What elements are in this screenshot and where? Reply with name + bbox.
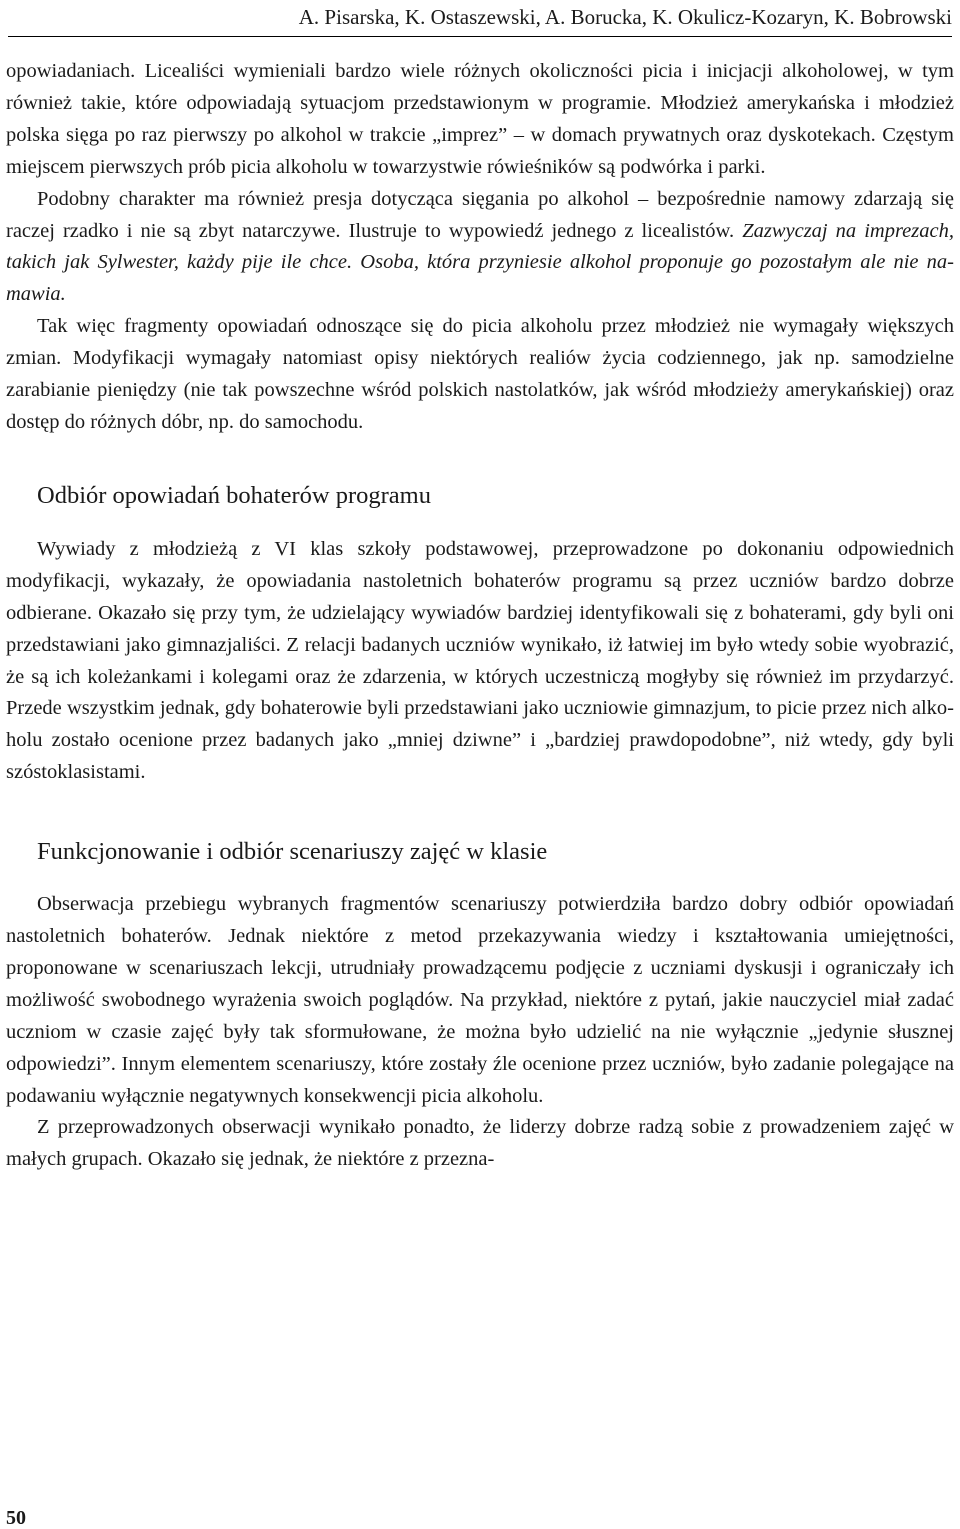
section-heading-scenarios: Funkcjonowanie i odbiór scenariuszy zajęć w klasie bbox=[37, 838, 548, 866]
paragraph-continued: opowiadaniach. Licealiści wymieniali bardzo wiele różnych okoliczności picia i inicjacji alkoholowej, w tym również takie, które odpowiadają sytuacjom przedstawionym w programie. Młodzież amerykańska i młodzież polska sięga po raz pierwszy po alkohol w trakcie „imprez” – w domach prywatnych oraz dyskotekach. Częstym miejscem pierwszych prób picia alkoholu w towarzystwie rówieśników są podwórka i parki. bbox=[6, 60, 954, 178]
paragraph-pressure bbox=[6, 184, 954, 312]
running-header bbox=[8, 4, 952, 37]
paragraph-modifications: Tak więc fragmenty opowiadań odnoszące się do picia alkoholu przez młodzież nie wymagały większych zmian. Modyfikacji wymagały natomiast opisy niektórych realiów życia codziennego, jak np. samodzielne zarabianie pieniędzy (nie tak powszechne wśród polskich nastolatków, jak wśród młodzieży amerykańskiej) oraz dostęp do różnych dóbr, np. do samochodu. bbox=[6, 315, 954, 433]
article-body bbox=[6, 56, 954, 1176]
student-quote: Zazwyczaj na imprezach, takich jak Sylwester, każdy pije ile chce. Osoba, która przyniesie alkohol proponuje go pozostałym ale nie namawia. bbox=[6, 219, 954, 306]
paragraph-interviews: Wywiady z młodzieżą z VI klas szkoły podstawowej, przeprowadzone po dokonaniu odpowiednich modyfikacji, wykazały, że opowiadania nastoletnich bohaterów programu są przez uczniów bardzo dobrze odbierane. Okazało się przy tym, że udzielający wywiadów bardziej identyfikowali się z bohaterami, gdy byli oni przedstawiani jako gimnazjaliści. Z relacji badanych uczniów wynikało, iż łatwiej im było wtedy sobie wyobrazić, że są ich koleżankami i kolegami oraz że zdarzenia, w których uczestniczą mogłyby się również im przydarzyć. Przede wszystkim jednak, gdy bohaterowie byli przedstawiani jako uczniowie gimnazjum, to picie przez nich alkoholu zostało ocenione przez badanych jako „mniej dziwne” i „bardziej prawdopodobne”, niż wtedy, gdy byli szóstoklasistami. bbox=[6, 537, 954, 784]
paragraph-leaders: Z przeprowadzonych obserwacji wynikało ponadto, że liderzy dobrze radzą sobie z prowadzeniem zajęć w małych grupach. Okazało się jednak, że niektóre z przezna- bbox=[6, 1116, 954, 1171]
section-heading-reception: Odbiór opowiadań bohaterów programu bbox=[37, 481, 431, 509]
paragraph-text: Podobny charakter ma również presja dotycząca sięgania po alkohol – bezpośrednie namowy zdarzają się raczej rzadko i nie są zbyt natarczywe. Ilustruje to wypowiedź jednego z licealistów. bbox=[6, 187, 954, 242]
paragraph-observation: Obserwacja przebiegu wybranych fragmentów scenariuszy potwierdziła bardzo dobry odbiór opowiadań nastoletnich bohaterów. Jednak niektóre z metod przekazywania wiedzy i kształtowania umiejętności, proponowane w scenariuszach lekcji, utrudniały prowadzącemu podjęcie z uczniami dyskusji i ograniczały ich możliwość swobodnego wyrażenia swoich poglądów. Na przykład, niektóre z pytań, jakie nauczyciel miał zadać uczniom w czasie zajęć były tak sformułowane, że można było udzielić na nie wyłącznie „jedynie słusznej odpowiedzi”. Innym elementem scenariuszy, które zostały źle ocenione przez uczniów, było zadanie polegające na podawaniu wyłącznie negatywnych konsekwencji picia alkoholu. bbox=[6, 893, 954, 1107]
page-number: 50 bbox=[6, 1507, 26, 1529]
header-authors: A. Pisarska, K. Ostaszewski, A. Borucka, K. Okulicz-Kozaryn, K. Bobrowski bbox=[298, 5, 952, 29]
